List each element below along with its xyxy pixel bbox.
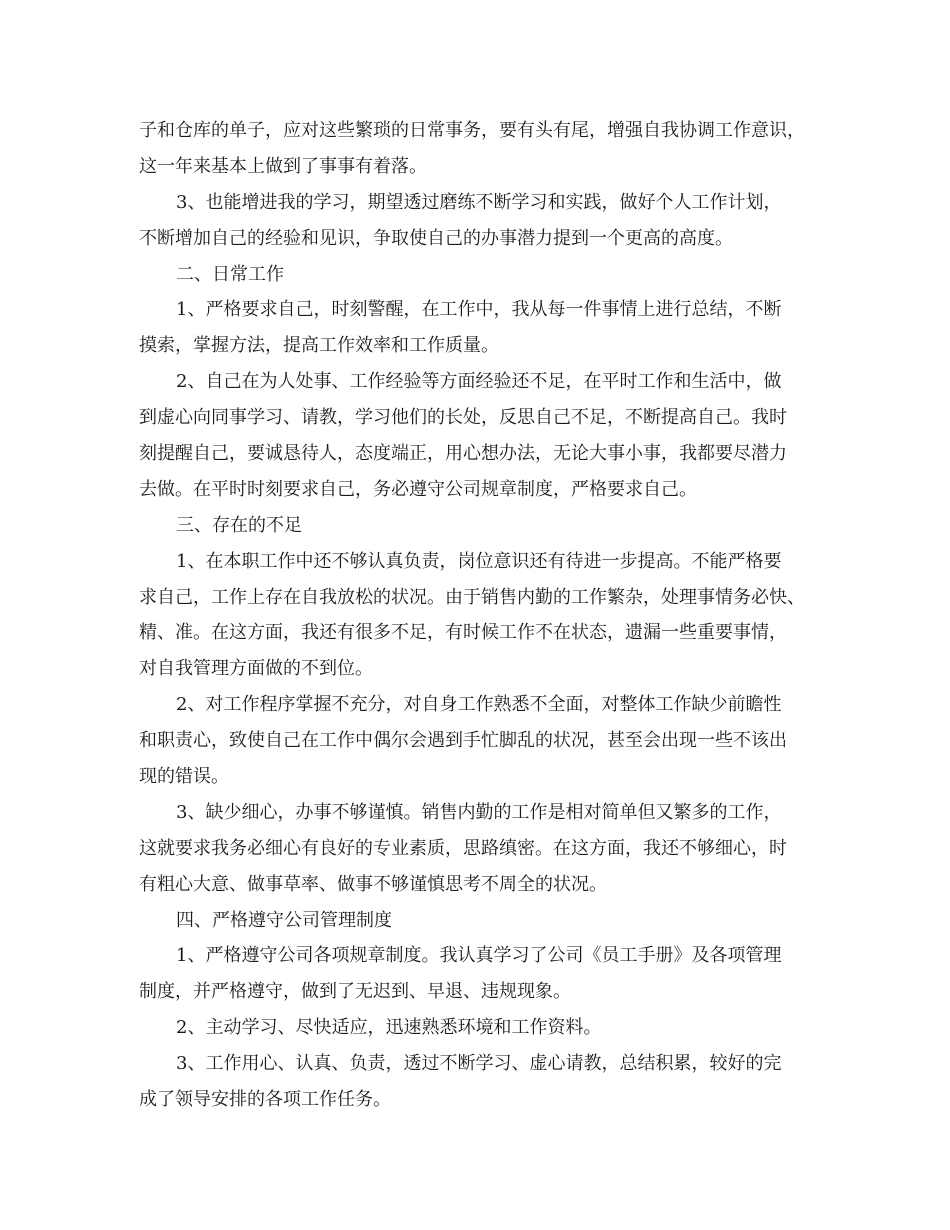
- text-line: 摸索，掌握方法，提高工作效率和工作质量。: [139, 335, 499, 357]
- text-line: 现的错误。: [139, 766, 229, 788]
- document-body: [139, 113, 829, 1118]
- text-line: 3、缺少细心，办事不够谨慎。销售内勤的工作是相对简单但又繁多的工作，: [176, 801, 782, 823]
- text-line: 子和仓库的单子，应对这些繁琐的日常事务，要有头有尾，增强自我协调工作意识，: [139, 120, 805, 141]
- text-line: 有粗心大意、做事草率、做事不够谨慎思考不周全的状况。: [139, 873, 607, 895]
- text-line: 对自我管理方面做的不到位。: [139, 658, 373, 680]
- text-line: 到虚心向同事学习、请教，学习他们的长处，反思自己不足，不断提高自己。我时: [139, 407, 787, 429]
- text-line: 这一年来基本上做到了事事有着落。: [139, 155, 427, 177]
- text-line: 制度，并严格遵守，做到了无迟到、早退、违规现象。: [139, 981, 571, 1003]
- text-line: 3、也能增进我的学习，期望透过磨练不断学习和实践，做好个人工作计划，: [176, 191, 782, 213]
- text-line: 和职责心，致使自己在工作中偶尔会遇到手忙脚乱的状况，甚至会出现一些不该出: [139, 730, 787, 752]
- text-line: 1、严格遵守公司各项规章制度。我认真学习了公司《员工手册》及各项管理: [176, 945, 782, 967]
- text-line: 求自己，工作上存在自我放松的状况。由于销售内勤的工作繁杂，处理事情务必快、: [139, 586, 805, 608]
- text-line: 2、主动学习、尽快适应，迅速熟悉环境和工作资料。: [176, 1017, 602, 1039]
- text-line: 精、准。在这方面，我还有很多不足，有时候工作不在状态，遗漏一些重要事情，: [139, 622, 787, 644]
- text-line: 1、严格要求自己，时刻警醒，在工作中，我从每一件事情上进行总结，不断: [176, 299, 782, 321]
- text-line: 2、自己在为人处事、工作经验等方面经验还不足，在平时工作和生活中，做: [176, 371, 782, 393]
- text-line: 1、在本职工作中还不够认真负责，岗位意识还有待进一步提高。不能严格要: [176, 550, 782, 572]
- text-line: 3、工作用心、认真、负责，透过不断学习、虚心请教，总结积累，较好的完: [176, 1053, 782, 1075]
- text-line: 四、严格遵守公司管理制度: [176, 909, 392, 931]
- text-line: 二、日常工作: [176, 263, 284, 285]
- text-line: 去做。在平时时刻要求自己，务必遵守公司规章制度，严格要求自己。: [139, 478, 697, 500]
- text-line: 2、对工作程序掌握不充分，对自身工作熟悉不全面，对整体工作缺少前瞻性: [176, 694, 782, 716]
- text-line: 成了领导安排的各项工作任务。: [139, 1089, 391, 1111]
- text-line: 三、存在的不足: [176, 514, 302, 536]
- text-line: 这就要求我务必细心有良好的专业素质，思路缜密。在这方面，我还不够细心，时: [139, 837, 787, 859]
- text-line: 刻提醒自己，要诚恳待人，态度端正，用心想办法，无论大事小事，我都要尽潜力: [139, 443, 787, 465]
- text-line: 不断增加自己的经验和见识，争取使自己的办事潜力提到一个更高的高度。: [139, 227, 733, 249]
